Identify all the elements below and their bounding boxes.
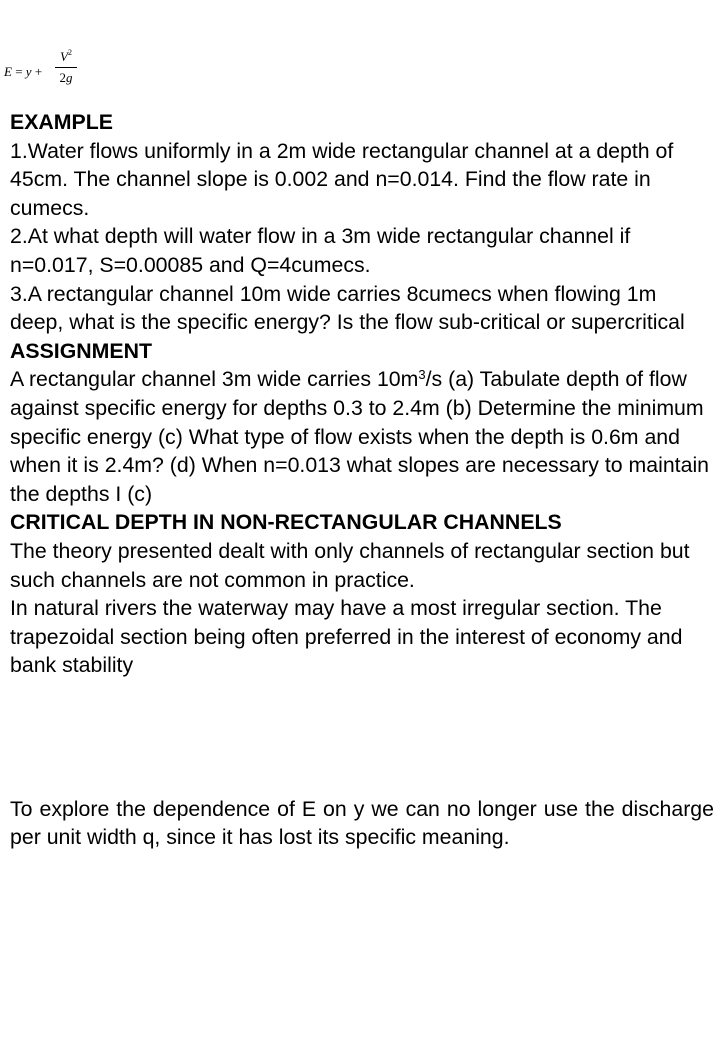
formula-numerator: $V^2$ <box>60 48 72 64</box>
document-body <box>10 108 714 852</box>
assignment-text: A rectangular channel 3m wide carries $10m^3/s$ (a) Tabulate depth of flow against specific energy for depths 0.3 to 2.4m (b) Determine the minimum specific energy (c) What type of flow exists when the depth is 0.6m and when it is 2.4m? (d) When n=0.013 what slopes are necessary to maintain the depths I (c) <box>10 367 710 506</box>
critical-depth-paragraph-2: In natural rivers the waterway may have a most irregular section. The trapezoidal section being often preferred in the interest of economy and bank stability <box>10 596 683 678</box>
example-item-3: 3.A rectangular channel 10m wide carries 8cumecs when flowing 1m deep, what is the specific energy? Is the flow sub-critical or supercritical <box>10 281 685 335</box>
critical-depth-heading: CRITICAL DEPTH IN NON-RECTANGULAR CHANNELS <box>10 510 562 535</box>
closing-paragraph: To explore the dependence of E on y we can no longer use the discharge per unit width q, since it has lost its specific meaning. <box>10 796 714 850</box>
formula-lhs: E = y + <box>4 64 43 79</box>
example-heading: EXAMPLE <box>10 110 113 134</box>
formula-fraction <box>55 49 77 86</box>
formula-fraction-bar <box>55 67 77 68</box>
specific-energy-formula <box>4 46 84 96</box>
critical-depth-paragraph-1: The theory presented dealt with only channels of rectangular section but such channels are not common in practice. <box>10 538 690 592</box>
blank-space <box>10 680 714 795</box>
example-item-1: 1.Water flows uniformly in a 2m wide rectangular channel at a depth of 45cm. The channel slope is 0.002 and n=0.014. Find the flow rate in cumecs. <box>10 138 674 220</box>
example-item-2: 2.At what depth will water flow in a 3m wide rectangular channel if n=0.017, S=0.00085 and Q=4cumecs. <box>10 224 631 277</box>
formula-denominator: 2g <box>59 70 73 85</box>
assignment-heading: ASSIGNMENT <box>10 338 152 363</box>
